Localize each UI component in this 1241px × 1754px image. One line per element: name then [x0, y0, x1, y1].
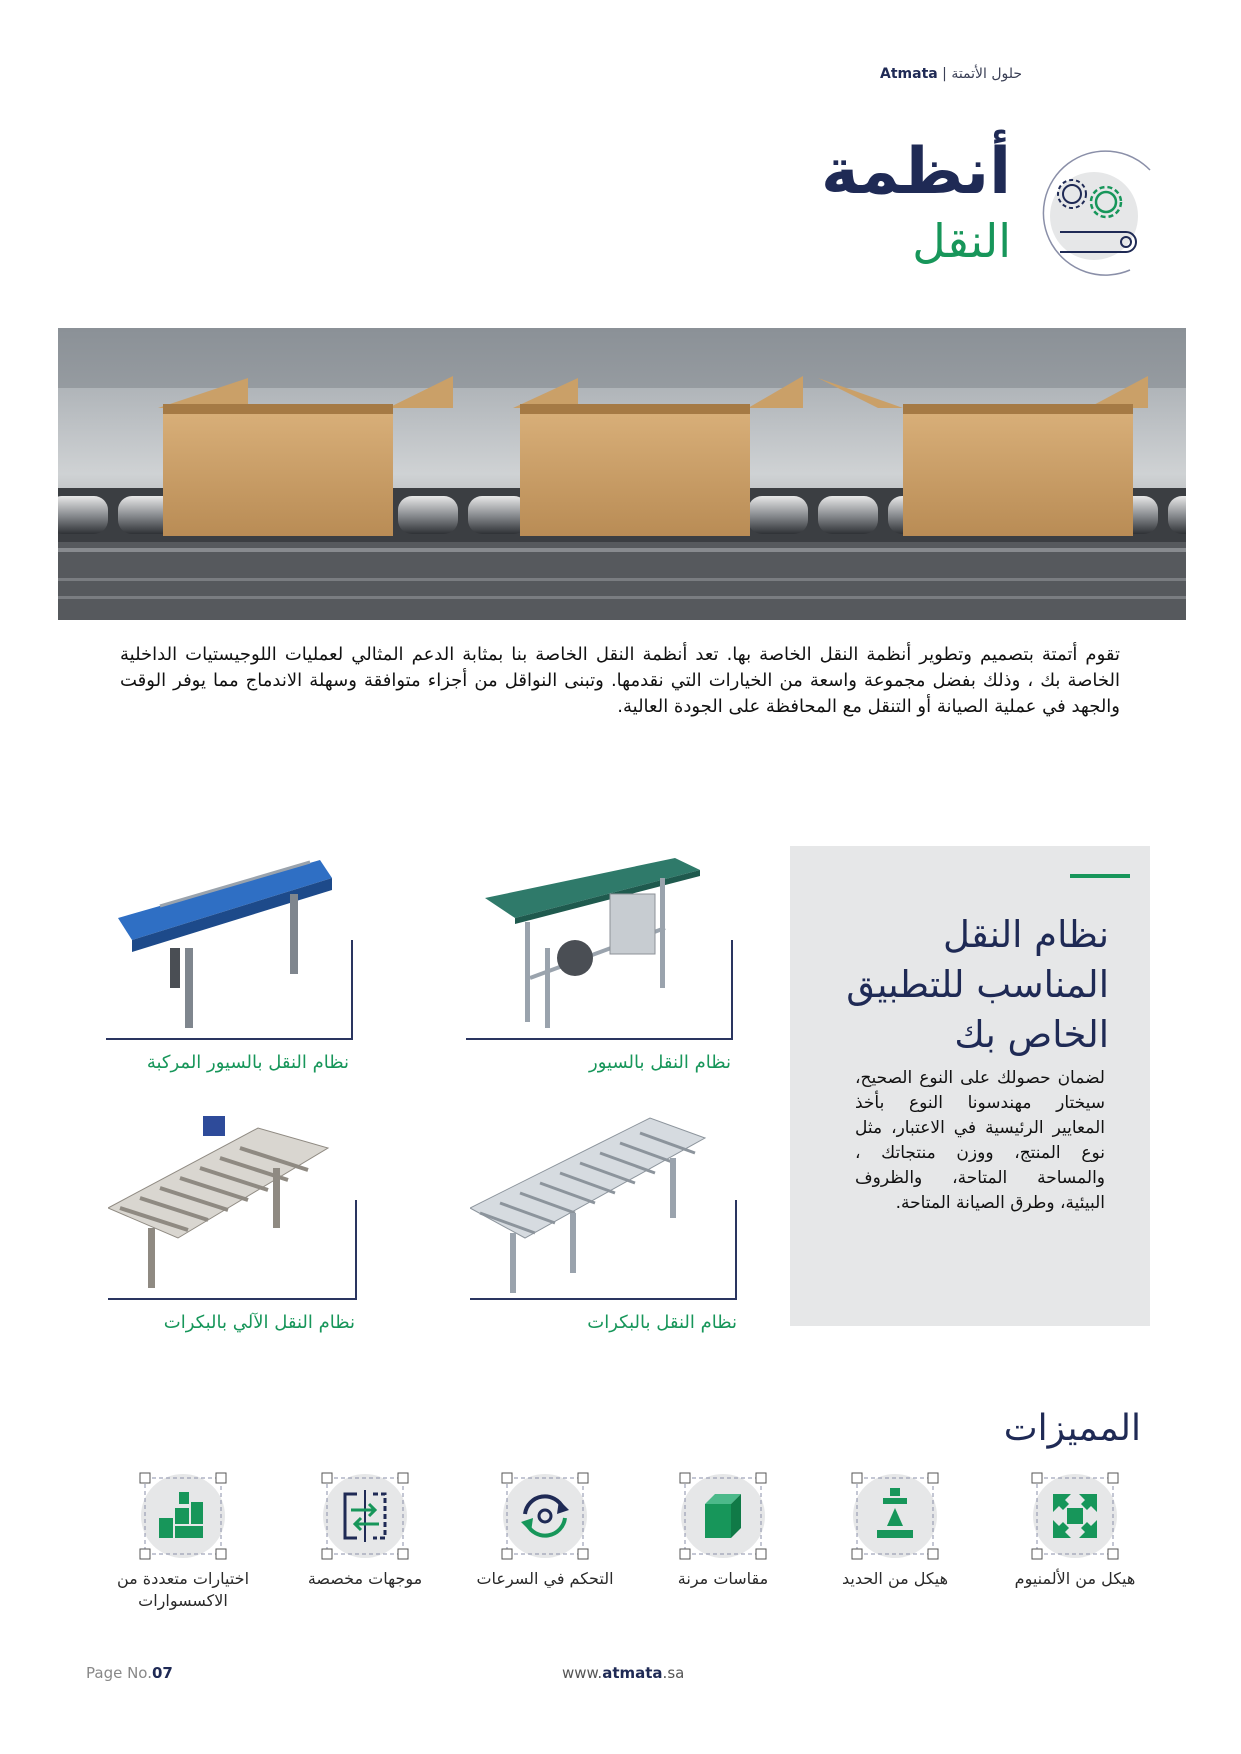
product-belt-conveyor[interactable]: [475, 848, 725, 1048]
steel-frame-icon: [847, 1468, 943, 1564]
info-panel-title: نظام النقل المناسب للتطبيق الخاص بك: [846, 913, 1109, 1056]
page-title: أنظمة: [820, 135, 1011, 209]
product-label: نظام النقل بالبكرات: [587, 1312, 737, 1333]
info-panel-text: لضمان حصولك على النوع الصحيح، سيختار مهندسونا النوع بأخذ المعايير الرئيسية في الاعتبار، مثل نوع المنتج، ووزن منتجاتك ، والمساحة المتاحة، والظروف البيئية، وطرق الصيانة المتاحة.: [855, 1068, 1105, 1213]
product-label: نظام النقل الآلي بالبكرات: [163, 1312, 355, 1333]
feature-accessories: [108, 1468, 258, 1612]
product-powered-roller-conveyor[interactable]: [108, 1108, 358, 1308]
feature-label: هيكل من الحديد: [841, 1569, 949, 1588]
accessories-icon: [135, 1468, 231, 1564]
product-modular-belt-conveyor[interactable]: [110, 848, 360, 1048]
custom-guides-icon: [317, 1468, 413, 1564]
conveyor-gear-icon: [1030, 150, 1162, 282]
page-subtitle: النقل: [912, 214, 1011, 268]
feature-custom-guides: [290, 1468, 440, 1590]
feature-label: موجهات مخصصة: [307, 1569, 423, 1588]
brand-name: Atmata: [880, 66, 938, 82]
hero-conveyor-image: [58, 328, 1186, 620]
powered-roller-conveyor-image: [108, 1108, 348, 1298]
section-name: حلول الأتمتة: [951, 66, 1023, 82]
accent-line: [1070, 874, 1130, 878]
features-title: المميزات: [1003, 1408, 1141, 1449]
feature-label: اختيارات متعددة من الاكسسوارات: [116, 1569, 250, 1610]
feature-aluminum-frame: [1000, 1468, 1150, 1590]
website-link[interactable]: www.atmata.sa: [562, 1664, 685, 1682]
feature-speed-control: [470, 1468, 620, 1590]
flexible-size-icon: [675, 1468, 771, 1564]
product-label: نظام النقل بالسيور المركبة: [146, 1052, 349, 1073]
speed-control-icon: [497, 1468, 593, 1564]
belt-conveyor-image: [475, 848, 715, 1038]
feature-label: مقاسات مرنة: [677, 1569, 769, 1588]
breadcrumb-separator: |: [942, 66, 952, 82]
modular-belt-conveyor-image: [110, 848, 350, 1038]
feature-label: هيكل من الألمنيوم: [1014, 1569, 1136, 1588]
feature-flexible-size: [648, 1468, 798, 1590]
aluminum-frame-icon: [1027, 1468, 1123, 1564]
product-label: نظام النقل بالسيور: [589, 1052, 731, 1073]
header-breadcrumb: [880, 66, 1050, 86]
feature-label: التحكم في السرعات: [476, 1569, 614, 1588]
feature-steel-frame: [820, 1468, 970, 1590]
intro-paragraph: تقوم أتمتة بتصميم وتطوير أنظمة النقل الخاصة بها. تعد أنظمة النقل الخاصة بنا بمثابة الدعم المثالي لعمليات اللوجيستيات الداخلية الخاصة بك ، وذلك بفضل مجموعة واسعة من الخيارات التي نقدمها. وتبنى النواقل من أجزاء متوافقة وسهلة الاندماج مما يوفر الوقت والجهد في عملية الصيانة أو التنقل مع المحافظة على الجودة العالية.: [120, 644, 1120, 717]
roller-conveyor-image: [470, 1108, 710, 1298]
page-number: Page No.07: [86, 1664, 173, 1682]
product-roller-conveyor[interactable]: [470, 1108, 720, 1308]
